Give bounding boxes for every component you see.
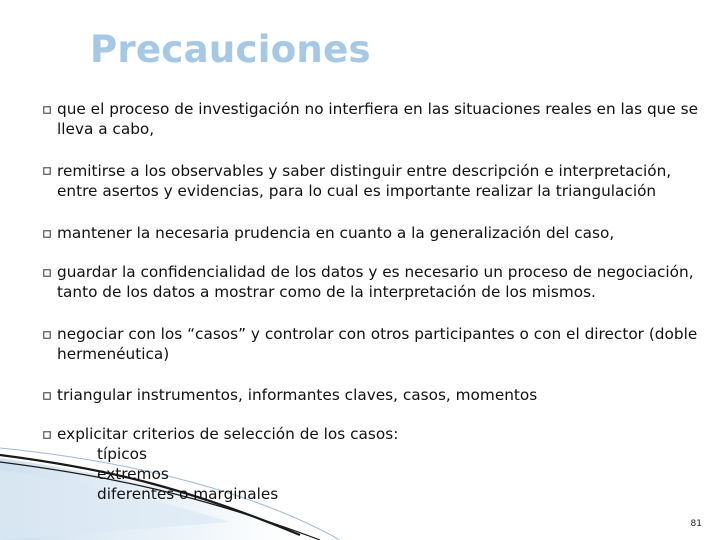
bullet-line: hermenéutica): [57, 345, 170, 363]
hollow-square-bullet-icon: [38, 164, 56, 178]
bullet-line: tanto de los datos a mostrar como de la interpretación de los mismos.: [57, 283, 596, 301]
bullet-line: explicitar criterios de selección de los casos:: [57, 425, 399, 443]
bullet-item: [57, 385, 717, 405]
page-number: 81: [690, 519, 702, 529]
bullet-item: [57, 99, 717, 139]
sub-item: típicos: [97, 445, 147, 463]
hollow-square-bullet-icon: [38, 328, 56, 342]
bullet-line: entre asertos y evidencias, para lo cual es importante realizar la triangulación: [57, 182, 657, 200]
bullet-line: que el proceso de investigación no interfiera en las situaciones reales en las que se: [57, 100, 699, 118]
bullet-item: [57, 161, 717, 201]
bullet-line: remitirse a los observables y saber distinguir entre descripción e interpretación,: [57, 162, 672, 180]
bullet-line: guardar la confidencialidad de los datos y es necesario un proceso de negociación,: [57, 263, 694, 281]
hollow-square-bullet-icon: [38, 428, 56, 442]
bullet-item: [57, 223, 717, 243]
sub-item: extremos: [97, 465, 169, 483]
hollow-square-bullet-icon: [38, 266, 56, 280]
bullet-line: lleva a cabo,: [57, 120, 155, 138]
slide-title: Precauciones: [90, 28, 371, 71]
bullet-item: [57, 262, 717, 302]
bullet-item: [57, 424, 717, 504]
hollow-square-bullet-icon: [38, 103, 56, 117]
sub-item: diferentes o marginales: [97, 485, 279, 503]
bullet-line: triangular instrumentos, informantes claves, casos, momentos: [57, 386, 538, 404]
bullet-item: [57, 324, 717, 364]
bullet-line: negociar con los “casos” y controlar con otros participantes o con el director (doble: [57, 325, 698, 343]
hollow-square-bullet-icon: [38, 227, 56, 241]
bullet-line: mantener la necesaria prudencia en cuanto a la generalización del caso,: [57, 224, 615, 242]
hollow-square-bullet-icon: [38, 389, 56, 403]
